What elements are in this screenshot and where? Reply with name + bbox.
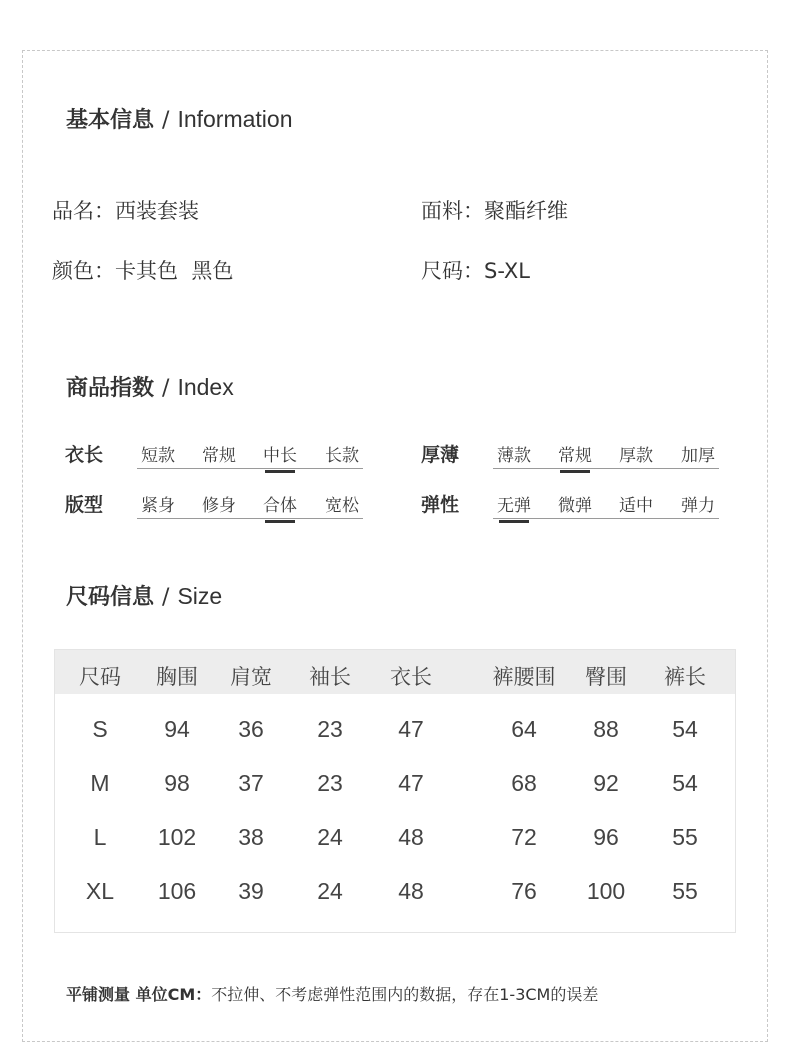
information-title	[66, 103, 293, 134]
information-title-sep: /	[162, 108, 170, 133]
column-header: 胸围	[156, 665, 198, 689]
index-label: 厚薄	[421, 444, 460, 466]
table-cell: 36	[238, 716, 264, 742]
size-table	[54, 649, 736, 933]
index-option: 修身	[202, 496, 236, 516]
index-options	[137, 488, 363, 519]
table-cell: 23	[317, 770, 343, 796]
index-options	[137, 438, 363, 469]
table-cell: 55	[672, 878, 698, 904]
index-label: 版型	[65, 494, 104, 516]
index-options	[493, 488, 719, 519]
index-option: 弹力	[681, 496, 715, 516]
index-option: 短款	[141, 446, 175, 466]
info-product-name: 品名：西装套装	[52, 199, 199, 223]
measurement-note-bold: 平铺测量 单位CM：	[66, 985, 212, 1004]
column-header: 袖长	[309, 665, 351, 689]
table-cell: 102	[157, 824, 197, 850]
table-cell: L	[93, 824, 107, 850]
table-cell: S	[92, 716, 108, 742]
table-cell: 92	[593, 770, 619, 796]
table-cell: XL	[85, 878, 115, 904]
table-cell: 47	[398, 716, 424, 742]
column-header: 裤腰围	[492, 665, 556, 689]
information-title-zh: 基本信息	[66, 108, 155, 133]
table-cell: 47	[398, 770, 424, 796]
index-option-selected: 中长	[255, 441, 305, 466]
table-cell: M	[90, 770, 110, 796]
index-option: 长款	[325, 446, 359, 466]
index-option-selected: 常规	[550, 441, 600, 466]
table-cell: 88	[593, 716, 619, 742]
index-options	[493, 438, 719, 469]
table-cell: 55	[672, 824, 698, 850]
index-title	[66, 371, 234, 402]
table-cell: 106	[157, 878, 197, 904]
index-option: 微弹	[558, 496, 592, 516]
size-title-en: Size	[177, 583, 223, 609]
size-title	[66, 580, 222, 611]
index-option: 厚款	[619, 446, 653, 466]
index-option: 适中	[619, 496, 653, 516]
table-cell: 64	[511, 716, 537, 742]
column-header: 肩宽	[230, 665, 272, 689]
table-cell: 24	[317, 824, 343, 850]
measurement-note-text: 不拉伸、不考虑弹性范围内的数据，存在1-3CM的误差	[211, 985, 599, 1004]
info-size-range: 尺码：S-XL	[421, 259, 530, 283]
table-cell: 48	[398, 878, 424, 904]
column-header: 臀围	[585, 665, 627, 689]
information-title-en: Information	[177, 106, 293, 132]
index-option: 薄款	[497, 446, 531, 466]
size-title-zh: 尺码信息	[66, 585, 155, 610]
table-cell: 68	[511, 770, 537, 796]
table-cell: 48	[398, 824, 424, 850]
size-table-header	[55, 650, 735, 694]
table-cell: 94	[164, 716, 190, 742]
table-cell: 54	[672, 716, 698, 742]
index-title-sep: /	[162, 376, 170, 401]
table-cell: 100	[586, 878, 626, 904]
column-header: 衣长	[390, 665, 432, 689]
index-label: 衣长	[65, 444, 104, 466]
index-option-selected: 无弹	[489, 491, 539, 516]
index-label: 弹性	[421, 494, 460, 516]
column-header: 尺码	[79, 665, 121, 689]
table-cell: 38	[238, 824, 264, 850]
index-option: 宽松	[325, 496, 359, 516]
index-option-selected: 合体	[255, 491, 305, 516]
info-material: 面料：聚酯纤维	[421, 199, 568, 223]
index-title-zh: 商品指数	[66, 376, 155, 401]
index-option: 加厚	[681, 446, 715, 466]
info-color: 颜色：卡其色 黑色	[52, 259, 234, 283]
table-cell: 98	[164, 770, 190, 796]
index-option: 紧身	[141, 496, 175, 516]
table-cell: 54	[672, 770, 698, 796]
table-cell: 39	[238, 878, 264, 904]
table-cell: 24	[317, 878, 343, 904]
table-cell: 76	[511, 878, 537, 904]
measurement-note	[66, 982, 598, 1005]
table-cell: 37	[238, 770, 264, 796]
column-header: 裤长	[664, 665, 706, 689]
index-title-en: Index	[177, 374, 234, 400]
table-cell: 23	[317, 716, 343, 742]
index-option: 常规	[202, 446, 236, 466]
table-cell: 96	[593, 824, 619, 850]
size-title-sep: /	[162, 585, 170, 610]
table-cell: 72	[511, 824, 537, 850]
